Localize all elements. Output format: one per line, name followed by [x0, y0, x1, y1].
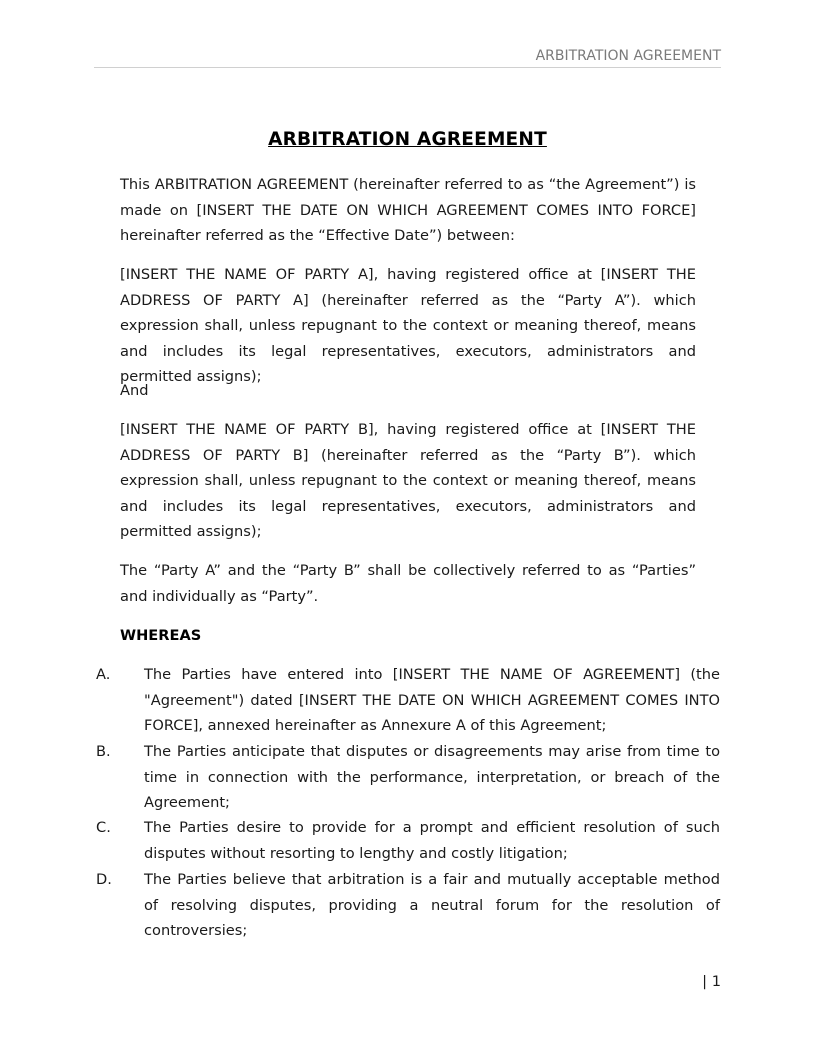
clause-text: The Parties desire to provide for a prompt and efficient resolution of such disputes without resorting to lengthy and costly litigation;: [144, 819, 720, 862]
clause-text: The Parties anticipate that disputes or disagreements may arise from time to time in connection with the performance, interpretation, or breach of the Agreement;: [144, 743, 720, 812]
party-a-paragraph: [INSERT THE NAME OF PARTY A], having registered office at [INSERT THE ADDRESS OF PARTY A] (hereinafter referred as the “Party A”). which expression shall, unless repugnant to the context or meaning thereof, means and includes its legal representatives, executors, administrators and permitted assigns);: [120, 266, 696, 386]
clause-text: The Parties believe that arbitration is a fair and mutually acceptable method of resolving disputes, providing a neutral forum for the resolution of controversies;: [144, 871, 720, 940]
clause-letter: A.: [96, 666, 111, 683]
clause-letter: B.: [96, 743, 111, 760]
parties-paragraph: The “Party A” and the “Party B” shall be collectively referred to as “Parties” and individually as “Party”.: [120, 562, 696, 605]
running-header: ARBITRATION AGREEMENT: [94, 47, 721, 68]
page-number: | 1: [702, 973, 721, 990]
clause-text: The Parties have entered into [INSERT THE NAME OF AGREEMENT] (the "Agreement") dated [INSERT THE DATE ON WHICH AGREEMENT COMES INTO FORCE], annexed hereinafter as Annexure A of this Agreement;: [144, 666, 720, 735]
intro-paragraph: This ARBITRATION AGREEMENT (hereinafter referred to as “the Agreement”) is made on [INSERT THE DATE ON WHICH AGREEMENT COMES INTO FORCE] hereinafter referred as the “Effective Date”) between:: [120, 176, 696, 245]
party-b-paragraph: [INSERT THE NAME OF PARTY B], having registered office at [INSERT THE ADDRESS OF PARTY B] (hereinafter referred as the “Party B”). which expression shall, unless repugnant to the context or meaning thereof, means and includes its legal representatives, executors, administrators and permitted assigns);: [120, 421, 696, 541]
document-title: ARBITRATION AGREEMENT: [268, 129, 547, 150]
and-paragraph: And: [120, 382, 149, 399]
clause-letter: D.: [96, 871, 112, 888]
clause-letter: C.: [96, 819, 111, 836]
whereas-heading: WHEREAS: [120, 627, 202, 644]
